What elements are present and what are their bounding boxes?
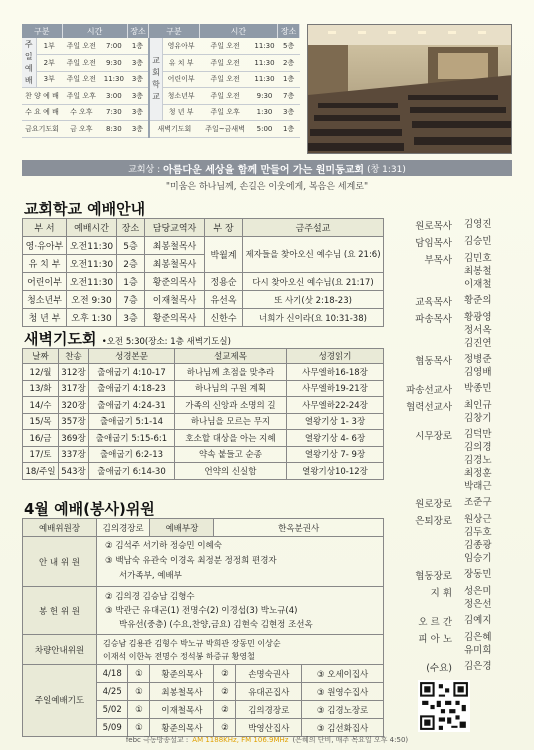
staff-row (396, 513, 526, 565)
prayer-name: 오세이집사 (327, 669, 369, 680)
school-header: 담당교역자 (145, 219, 205, 237)
sched-cell: 8:30 (101, 121, 128, 138)
staff-name: 최인규 (464, 400, 492, 411)
staff-names (464, 513, 526, 565)
sched-cell: 11:30 (251, 71, 278, 88)
sched-cell: 어린이부 (163, 71, 199, 88)
school-header: 장소 (117, 219, 145, 237)
staff-role: 원로장로 (415, 499, 452, 510)
sched-cell: 7:30 (101, 104, 128, 121)
broadcast-footer (0, 729, 534, 750)
staff-name: 최정훈 (464, 468, 492, 479)
school-cell: 청 년 부 (23, 309, 67, 327)
staff-name: 김은경 (464, 661, 492, 672)
school-section-title: 교회학교 예배안내 (24, 200, 146, 218)
staff-row (396, 631, 526, 657)
staff-name: 박래근 (464, 481, 492, 492)
staff-names (464, 311, 526, 350)
table-row (23, 463, 384, 480)
dawn-cell: 가족의 신앙과 소명의 길 (175, 397, 287, 414)
sched-cell: 7층 (278, 88, 300, 105)
prayer-mark: ③ (316, 705, 325, 716)
staff-name: 김덕만 (464, 429, 492, 440)
dawn-header: 날짜 (23, 349, 59, 364)
dawn-cell: 543장 (59, 463, 89, 480)
staff-name: 최봉철 (464, 266, 492, 277)
staff-role: 교육목사 (415, 297, 452, 308)
dawn-cell: 하나님께 초점을 맞추라 (175, 364, 287, 381)
school-cell: 황준의목사 (145, 309, 205, 327)
staff-row (396, 294, 526, 308)
prayer-cell: 유대곤집사 (236, 683, 302, 701)
sched-cell: 9:30 (101, 55, 128, 72)
prayer-label: 주일예배기도 (23, 665, 97, 737)
deputy-label: 예배부장 (150, 519, 214, 537)
staff-name: 김민호 (464, 253, 492, 264)
school-cell: 최봉철목사 (145, 237, 205, 255)
staff-name: 김영진 (464, 219, 492, 230)
offering-line: ② 김의경 김승남 김형수 (105, 591, 195, 602)
school-cell: 청소년부 (23, 291, 67, 309)
sched-cell: 주일 오전 (199, 38, 251, 55)
dawn-cell: 17/토 (23, 446, 59, 463)
prayer-cell: 5/02 (97, 701, 128, 719)
sanctuary-photo (307, 24, 512, 154)
sched-cell: 11:30 (101, 71, 128, 88)
leader-label: 예배위원장 (23, 519, 97, 537)
dawn-cell: 출애굽기 6:2-13 (89, 446, 175, 463)
parking-label: 차량안내위원 (23, 635, 97, 665)
prayer-mark: ① (128, 719, 150, 737)
prayer-mark: ① (128, 665, 150, 683)
prayer-cell: 황준의목사 (150, 665, 214, 683)
prayer-mark: ② (214, 683, 236, 701)
school-cell: 박월계 (205, 237, 243, 273)
dawn-cell: 312장 (59, 364, 89, 381)
sched-cell: 3층 (127, 71, 149, 88)
sched-cell: 9:30 (251, 88, 278, 105)
table-row (23, 635, 384, 665)
sched-cell: 수 오후 (62, 104, 101, 121)
staff-name: 이재철 (464, 279, 492, 290)
dawn-cell: 320장 (59, 397, 89, 414)
school-header: 금주설교 (243, 219, 384, 237)
april-table (22, 518, 384, 737)
sched-cell: 주일 오전 (199, 71, 251, 88)
staff-row (396, 496, 526, 510)
staff-role: 지 휘 (430, 588, 452, 599)
prayer-cell: 4/18 (97, 665, 128, 683)
sched-cell: 주일 오후 (199, 104, 251, 121)
school-cell: 유선옥 (205, 291, 243, 309)
sched-cell: 수 요 예 배 (22, 104, 62, 121)
qr-code-icon (418, 680, 470, 732)
sched-cell: 주일 오전 (62, 55, 101, 72)
staff-name: 김영배 (464, 367, 492, 378)
sanctuary-photo-image (308, 25, 512, 154)
offering-line: ③ 박관근 유대곤(1) 전명수(2) 이경섭(3) 박노규(4) (105, 605, 298, 616)
dawn-cell: 13/화 (23, 380, 59, 397)
parking-line: 김승남 김용관 김형수 박노규 박희관 장동민 이상순 (103, 638, 281, 648)
table-row (23, 309, 384, 327)
sched-cell: 청 년 부 (163, 104, 199, 121)
prayer-mark: ③ (316, 687, 325, 698)
school-cell: 오전 9:30 (67, 291, 117, 309)
sched-cell: 금 오후 (62, 121, 101, 138)
staff-role: 파송선교사 (406, 385, 452, 396)
staff-row (396, 311, 526, 350)
staff-row (396, 353, 526, 379)
dawn-cell: 출애굽기 4:24-31 (89, 397, 175, 414)
dawn-cell: 12/월 (23, 364, 59, 381)
staff-row (396, 428, 526, 493)
staff-name: 김의경 (464, 442, 492, 453)
sched-cell: 7:00 (101, 38, 128, 55)
dawn-cell: 출애굽기 5:1-14 (89, 413, 175, 430)
school-cell: 7층 (117, 291, 145, 309)
dawn-cell: 하나님을 모르는 무지 (175, 413, 287, 430)
dawn-cell: 357장 (59, 413, 89, 430)
staff-name: 황광영 (464, 312, 492, 323)
sched-cell: 주일~금새벽 (199, 121, 251, 138)
sched-cell: 1층 (278, 71, 300, 88)
staff-row (396, 252, 526, 291)
table-row (23, 446, 384, 463)
table-row (22, 38, 300, 55)
staff-name: 정은선 (464, 599, 492, 610)
staff-row (396, 585, 526, 611)
staff-names (464, 353, 526, 379)
staff-row (396, 399, 526, 425)
dawn-header: 찬송 (59, 349, 89, 364)
dawn-cell: 317장 (59, 380, 89, 397)
dawn-cell: 출애굽기 4:10-17 (89, 364, 175, 381)
staff-role: 부목사 (424, 255, 452, 266)
school-cell: 다시 찾아오신 예수님(요 21:17) (243, 273, 384, 291)
school-cell: 또 사기(삿 2:18-23) (243, 291, 384, 309)
sched-cell: 유 치 부 (163, 55, 199, 72)
table-row (23, 430, 384, 447)
staff-names (464, 428, 526, 493)
sched-group-school: 교 회 학 교 (149, 38, 163, 121)
dawn-cell: 출애굽기 4:18-23 (89, 380, 175, 397)
sched-cell: 청소년부 (163, 88, 199, 105)
staff-names (464, 585, 526, 611)
staff-list (396, 218, 526, 677)
school-cell: 5층 (117, 237, 145, 255)
dawn-section-title (24, 328, 231, 349)
staff-names (464, 568, 526, 582)
staff-row (396, 382, 526, 396)
dawn-cell: 언약의 신실함 (175, 463, 287, 480)
prayer-cell: 최봉철목사 (150, 683, 214, 701)
staff-names (464, 631, 526, 657)
prayer-mark: ② (214, 719, 236, 737)
sched-header: 장소 (278, 24, 300, 38)
footer-frequency: AM 1188KHz, FM 106.9MHz (192, 735, 289, 744)
prayer-cell: 김의경장로 (236, 701, 302, 719)
school-cell: 황준의목사 (145, 273, 205, 291)
sched-cell: 주일 오후 (62, 88, 101, 105)
staff-name: 임승기 (464, 553, 492, 564)
motto-text: 아름다운 세상을 함께 만들어 가는 원미동교회 (163, 164, 365, 176)
sched-cell: 새벽기도회 (149, 121, 199, 138)
motto-verse: "미움은 하나님께, 손길은 이웃에게, 복음은 세계로" (165, 182, 369, 192)
sched-header: 장소 (127, 24, 149, 38)
sched-group-main: 주 일 예 배 (22, 38, 36, 88)
prayer-cell (302, 683, 384, 701)
staff-role: 피 아 노 (418, 634, 452, 645)
staff-name: 김승민 (464, 236, 492, 247)
sched-cell: 3:00 (101, 88, 128, 105)
staff-name: 김두호 (464, 527, 492, 538)
guide-line: ② 김석주 서기하 정승민 이혜숙 (105, 541, 222, 551)
school-cell: 오전11:30 (67, 273, 117, 291)
sched-cell: 5:00 (251, 121, 278, 138)
school-cell: 신한수 (205, 309, 243, 327)
dawn-cell: 열왕기상 7- 9장 (287, 446, 384, 463)
prayer-cell (302, 665, 384, 683)
church-motto-banner (22, 160, 512, 176)
dawn-cell: 14/수 (23, 397, 59, 414)
table-row (23, 237, 384, 255)
staff-name: 김진연 (464, 338, 492, 349)
school-cell: 오후 1:30 (67, 309, 117, 327)
sched-cell: 1:30 (251, 104, 278, 121)
school-cell: 1층 (117, 273, 145, 291)
table-row (23, 397, 384, 414)
sched-cell: 3층 (127, 104, 149, 121)
sched-cell: 2부 (36, 55, 62, 72)
staff-name: 성은미 (464, 586, 492, 597)
staff-names (464, 496, 526, 510)
table-row (23, 413, 384, 430)
staff-name: 조준구 (464, 497, 492, 508)
sched-cell: 3층 (127, 55, 149, 72)
school-cell: 정용순 (205, 273, 243, 291)
staff-names (464, 382, 526, 396)
sched-cell: 3층 (278, 104, 300, 121)
prayer-cell: 이재철목사 (150, 701, 214, 719)
table-row (23, 291, 384, 309)
staff-role: 원로목사 (415, 221, 452, 232)
offering-members (97, 587, 384, 635)
offering-label: 봉 헌 위 원 (23, 587, 97, 635)
staff-role: 협동장로 (415, 571, 452, 582)
prayer-mark: ② (214, 665, 236, 683)
school-header: 부 장 (205, 219, 243, 237)
sched-cell: 3층 (127, 88, 149, 105)
offering-line: 박유선(중층) (수요,찬양,금요) 김현숙 김현정 조선옥 (119, 619, 313, 630)
dawn-header: 성경읽기 (287, 349, 384, 364)
parking-line: 이재석 이한녹 전명수 정석봉 하증규 황영철 (103, 651, 255, 661)
dawn-cell: 337장 (59, 446, 89, 463)
staff-name: 김예지 (464, 615, 492, 626)
deputy-name: 한옥분권사 (214, 519, 384, 537)
staff-role: 협동목사 (415, 356, 452, 367)
staff-name: 김은혜 (464, 632, 492, 643)
staff-names (464, 252, 526, 291)
sched-header: 구분 (22, 24, 62, 38)
staff-row (396, 218, 526, 232)
dawn-cell: 하나님의 구원 계획 (175, 380, 287, 397)
staff-names (464, 660, 526, 674)
staff-name: 황준의 (464, 295, 492, 306)
table-row (23, 519, 384, 537)
school-cell: 최봉철목사 (145, 255, 205, 273)
dawn-cell: 15/목 (23, 413, 59, 430)
motto-ref: (창 1:31) (367, 164, 406, 175)
staff-names (464, 235, 526, 249)
prayer-cell: 손명숙권사 (236, 665, 302, 683)
sched-cell: 5층 (278, 38, 300, 55)
sched-cell: 주일 오전 (199, 55, 251, 72)
staff-name: 박종민 (464, 383, 492, 394)
table-row (23, 665, 384, 683)
guide-line: ③ 백남숙 유관숙 이경옥 최정분 정정희 편경자 (105, 556, 277, 566)
staff-role: 담임목사 (415, 238, 452, 249)
sched-cell: 1층 (278, 121, 300, 138)
staff-row (396, 614, 526, 628)
staff-names (464, 218, 526, 232)
sched-cell: 금요기도회 (22, 121, 62, 138)
prayer-cell: 5/09 (97, 719, 128, 737)
school-cell: 3층 (117, 309, 145, 327)
prayer-cell: 박영산집사 (236, 719, 302, 737)
sched-cell: 주일 오전 (62, 71, 101, 88)
dawn-cell: 열왕기상 1- 3장 (287, 413, 384, 430)
dawn-header: 설교제목 (175, 349, 287, 364)
dawn-cell: 열왕기상10-12장 (287, 463, 384, 480)
guide-members (97, 537, 384, 587)
staff-name: 장동민 (464, 569, 492, 580)
table-row (23, 273, 384, 291)
prayer-mark: ③ (316, 669, 325, 680)
parking-members (97, 635, 384, 665)
dawn-cell: 출애굽기 6:14-30 (89, 463, 175, 480)
guide-label: 안 내 위 원 (23, 537, 97, 587)
prayer-mark: ① (128, 701, 150, 719)
dawn-subtitle: •오전 5:30(장소: 1층 새벽기도실) (101, 337, 231, 347)
staff-row (396, 235, 526, 249)
school-cell: 영·유아부 (23, 237, 67, 255)
dawn-table (22, 348, 384, 480)
dawn-cell: 사무엘하19-21장 (287, 380, 384, 397)
dawn-cell: 약속 붙들고 순종 (175, 446, 287, 463)
dawn-title: 새벽기도회 (24, 330, 97, 348)
school-cell: 오전11:30 (67, 255, 117, 273)
staff-names (464, 614, 526, 628)
dawn-cell: 16/금 (23, 430, 59, 447)
footer-brand: febc 극동방송설교 : (125, 735, 189, 744)
service-schedule-table (22, 24, 300, 138)
guide-line: 서가족부, 예배부 (119, 571, 182, 581)
dawn-cell: 사무엘하16-18장 (287, 364, 384, 381)
staff-role: (수요) (426, 663, 452, 674)
table-row (23, 364, 384, 381)
staff-name: 원상근 (464, 514, 492, 525)
school-table (22, 218, 384, 327)
dawn-cell: 사무엘하22-24장 (287, 397, 384, 414)
sched-cell: 찬 양 예 배 (22, 88, 62, 105)
table-row (22, 121, 300, 138)
dawn-cell: 열왕기상 4- 6장 (287, 430, 384, 447)
dawn-header: 성경본문 (89, 349, 175, 364)
footer-tail: (은혜의 단비, 매주 목요일 오후 4:50) (292, 735, 409, 744)
staff-name: 김종광 (464, 540, 492, 551)
prayer-name: 김경노장로 (327, 705, 369, 716)
prayer-mark: ② (214, 701, 236, 719)
school-cell: 2층 (117, 255, 145, 273)
school-cell: 제자들을 찾아오신 예수님 (요 21:6) (243, 237, 384, 273)
motto-prefix: 교회상 : (128, 164, 161, 175)
prayer-mark: ① (128, 683, 150, 701)
dawn-cell: 출애굽기 5:15-6:1 (89, 430, 175, 447)
staff-name: 김경노 (464, 455, 492, 466)
sched-header: 구분 (149, 24, 199, 38)
staff-row (396, 660, 526, 674)
staff-names (464, 294, 526, 308)
april-section-title: 4월 예배(봉사)위원 (24, 500, 155, 518)
table-row (23, 537, 384, 587)
dawn-cell: 369장 (59, 430, 89, 447)
prayer-mark: ③ (316, 723, 325, 734)
table-row (23, 587, 384, 635)
prayer-cell (302, 701, 384, 719)
school-cell: 너희가 신이라(요 10:31-38) (243, 309, 384, 327)
prayer-name: 원영수집사 (327, 687, 369, 698)
staff-role: 시무장로 (415, 431, 452, 442)
sched-cell: 영유아부 (163, 38, 199, 55)
staff-role: 은퇴장로 (415, 516, 452, 527)
sched-header: 시간 (62, 24, 127, 38)
sched-cell: 주일 오전 (199, 88, 251, 105)
prayer-name: 김선화집사 (327, 723, 369, 734)
school-header: 예배시간 (67, 219, 117, 237)
sched-cell: 주일 오전 (62, 38, 101, 55)
school-cell: 유 치 부 (23, 255, 67, 273)
sched-cell: 1부 (36, 38, 62, 55)
staff-name: 김창기 (464, 413, 492, 424)
staff-role: 파송목사 (415, 314, 452, 325)
sched-header: 시간 (199, 24, 278, 38)
dawn-cell: 18/주일 (23, 463, 59, 480)
staff-name: 정병준 (464, 354, 492, 365)
sched-cell: 1층 (127, 38, 149, 55)
prayer-cell: 황준의목사 (150, 719, 214, 737)
prayer-cell: 4/25 (97, 683, 128, 701)
school-cell: 이재철목사 (145, 291, 205, 309)
leader-name: 김의경장로 (97, 519, 150, 537)
sched-cell: 2층 (278, 55, 300, 72)
staff-role: 오 르 간 (418, 617, 452, 628)
school-cell: 오전11:30 (67, 237, 117, 255)
sched-cell: 11:30 (251, 38, 278, 55)
staff-name: 정서옥 (464, 325, 492, 336)
staff-name: 유미희 (464, 645, 492, 656)
staff-role: 협력선교사 (406, 402, 452, 413)
sched-cell: 11:30 (251, 55, 278, 72)
staff-row (396, 568, 526, 582)
table-row (23, 380, 384, 397)
sched-cell: 3부 (36, 71, 62, 88)
sched-cell: 3층 (127, 121, 149, 138)
school-cell: 어린이부 (23, 273, 67, 291)
school-header: 부 서 (23, 219, 67, 237)
dawn-cell: 호소할 대상을 아는 지혜 (175, 430, 287, 447)
staff-names (464, 399, 526, 425)
